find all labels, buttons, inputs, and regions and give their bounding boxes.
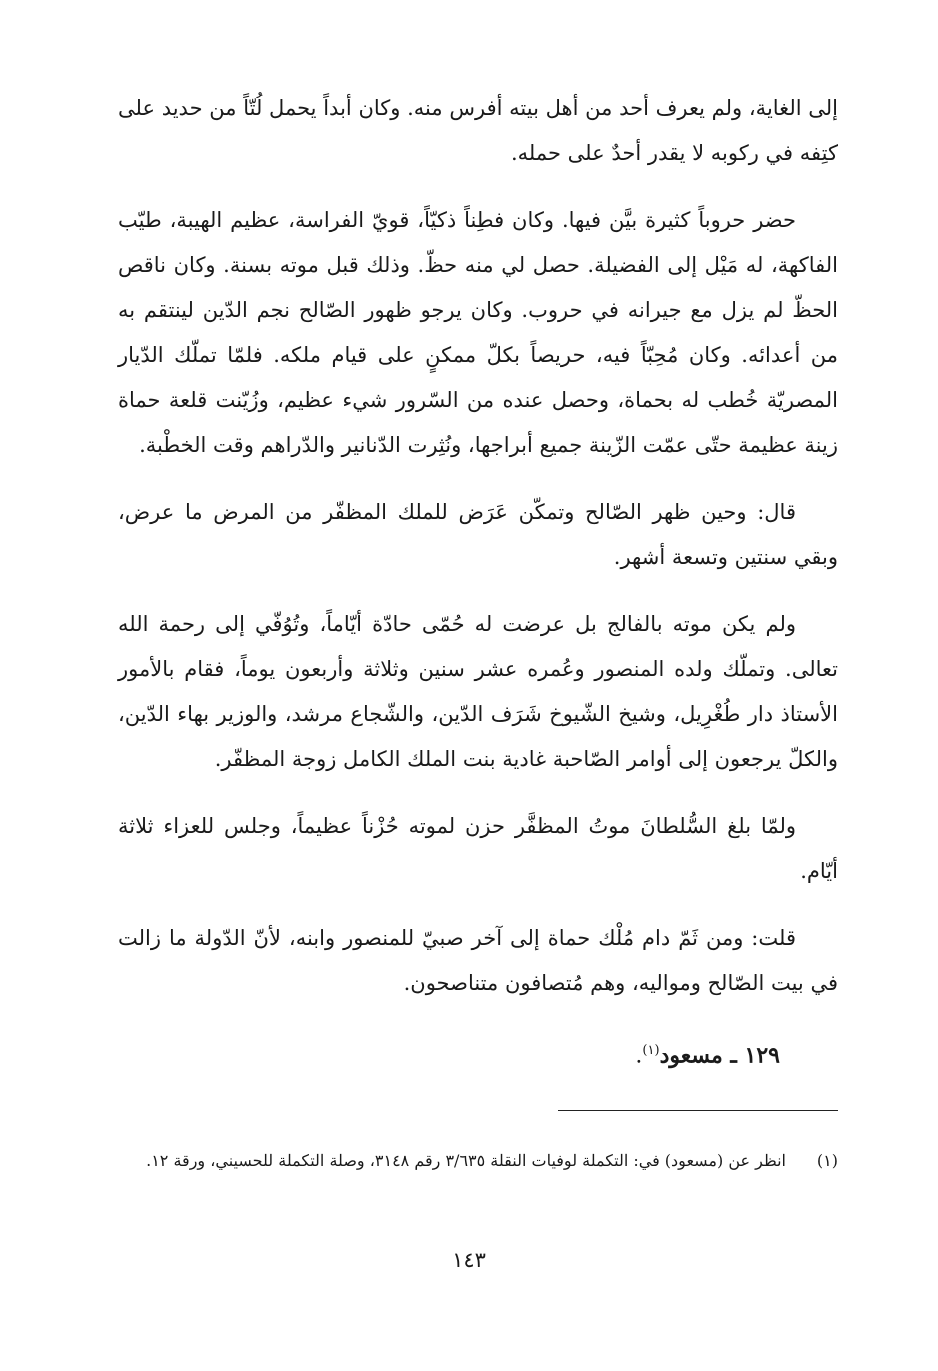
- entry-number: ١٢٩: [744, 1042, 780, 1069]
- footnote: [118, 1146, 838, 1176]
- entry-period: .: [635, 1043, 643, 1069]
- footnote-divider: [558, 1110, 838, 1111]
- page-number: ١٤٣: [452, 1248, 486, 1272]
- paragraph-4: ولم يكن موته بالفالج بل عرضت له حُمّى حادّة أيّاماً، وتُوُفّي إلى رحمة الله تعالى. وتملّك ولده المنصور وعُمره عشر سنين وثلاثة وأربعون يوماً، فقام بالأمور الأستاذ دار طُغْرِيل، وشيخ الشّيوخ شَرَف الدّين، والشّجاع مرشد، والوزير بهاء الدّين، والكلّ يرجعون إلى أوامر الصّاحبة غادية بنت الملك الكامل زوجة المظفّر.: [118, 612, 838, 771]
- paragraph-3: قال: وحين ظهر الصّالح وتمكّن عَرَض للملك المظفّر من المرض ما عرض، وبقي سنتين وتسعة أشهر.: [118, 500, 838, 569]
- footnote-text: انظر عن (مسعود) في: التكملة لوفيات النقلة ٣/٦٣٥ رقم ٣١٤٨، وصلة التكملة للحسيني، ورقة ١٢.: [146, 1151, 786, 1170]
- footnote-number: (١): [816, 1151, 838, 1170]
- paragraph-1: إلى الغاية، ولم يعرف أحد من أهل بيته أفرس منه. وكان أبداً يحمل لُتّاً من حديد على كتِفه في ركوبه لا يقدر أحدٌ على حمله.: [118, 96, 838, 165]
- footnote-reference[interactable]: (١): [642, 1043, 660, 1058]
- paragraph-2: حضر حروباً كثيرة بيَّن فيها. وكان فطِناً ذكيّاً، قويّ الفراسة، عظيم الهيبة، طيّب الفاكهة، له مَيْل إلى الفضيلة. حصل لي منه حظّ. وذلك قبل موته بسنة. وكان ناقص الحظّ لم يزل مع جيرانه في حروب. وكان يرجو ظهور الصّالح نجم الدّين لينتقم به من أعدائه. وكان مُحِبّاً فيه، حريصاً بكلّ ممكنٍ على قيام ملكه. فلمّا تملّك الدّيار المصريّة خُطب له بحماة، وحصل عنده من السّرور شيء عظيم، وزُيّنت قلعة حماة زينة عظيمة حتّى عمّت الزّينة جميع أبراجها، ونُثِرت الدّنانير والدّراهم وقت الخطْبة.: [118, 208, 838, 457]
- paragraph-6: قلت: ومن ثَمّ دام مُلْك حماة إلى آخر صبيّ للمنصور وابنه، لأنّ الدّولة ما زالت في بيت الصّالح ومواليه، وهم مُتصافون متناصحون.: [118, 926, 838, 995]
- entry-heading: [118, 1028, 838, 1078]
- entry-separator: ـ: [730, 1042, 737, 1069]
- entry-name: مسعود: [659, 1042, 723, 1069]
- paragraph-5: ولمّا بلغ السُّلطانَ موتُ المظفَّر حزن لموته حُزْناً عظيماً، وجلس للعزاء ثلاثة أيّام.: [118, 814, 838, 883]
- main-text: [118, 86, 838, 1078]
